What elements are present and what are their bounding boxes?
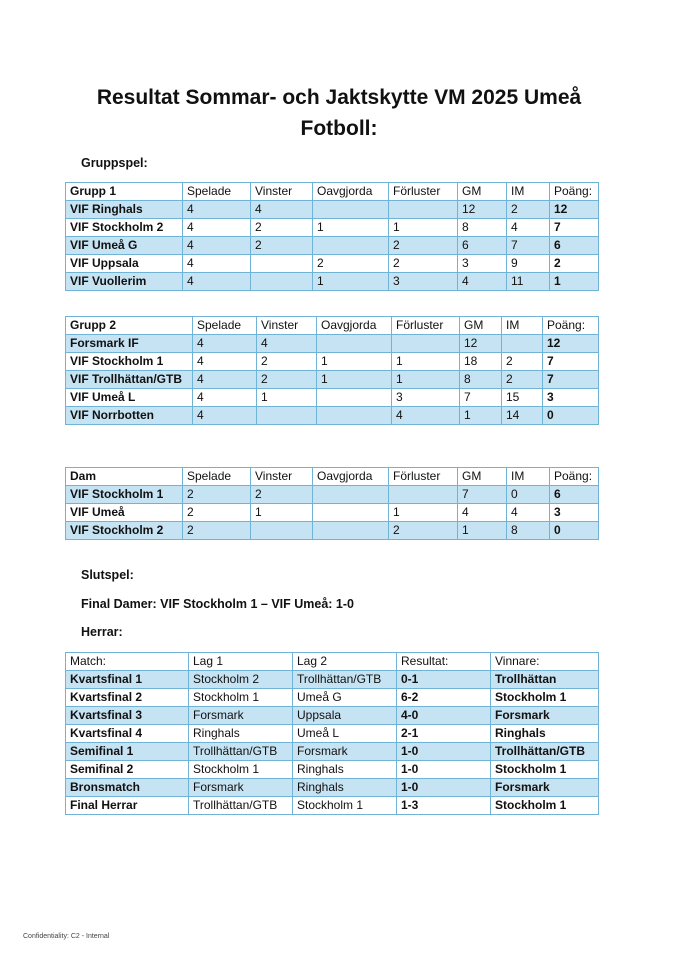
stat-cell: 4	[183, 219, 251, 237]
result-cell: 1-0	[397, 779, 491, 797]
stat-cell: 2	[389, 237, 458, 255]
stat-cell: 4	[193, 353, 257, 371]
table-row	[66, 219, 599, 237]
table-row	[66, 353, 599, 371]
stat-cell: 3	[458, 255, 507, 273]
column-header: Spelade	[183, 183, 251, 201]
stat-cell	[313, 201, 389, 219]
stat-cell: 4	[251, 201, 313, 219]
stat-cell: 14	[502, 407, 543, 425]
team-name-cell: VIF Ringhals	[66, 201, 183, 219]
team2-cell: Forsmark	[293, 743, 397, 761]
table-row	[66, 255, 599, 273]
stat-cell: 1	[460, 407, 502, 425]
stat-cell	[317, 335, 392, 353]
column-header: Oavgjorda	[313, 468, 389, 486]
winner-cell: Trollhättan/GTB	[491, 743, 599, 761]
stat-cell: 4	[183, 201, 251, 219]
stat-cell: 4	[183, 237, 251, 255]
team-name-cell: VIF Stockholm 2	[66, 219, 183, 237]
stat-cell: 2	[502, 353, 543, 371]
slutspel-heading: Slutspel:	[81, 568, 134, 582]
group2-table	[65, 316, 599, 425]
column-header: Poäng:	[550, 183, 599, 201]
match-row	[66, 725, 599, 743]
stat-cell: 2	[389, 255, 458, 273]
table-header-row	[66, 317, 599, 335]
column-header: IM	[502, 317, 543, 335]
stat-cell: 2	[313, 255, 389, 273]
table-row	[66, 486, 599, 504]
table-row	[66, 273, 599, 291]
column-header: Poäng:	[543, 317, 599, 335]
title-line-2: Fotboll:	[300, 117, 378, 140]
column-header: IM	[507, 183, 550, 201]
column-header: Förluster	[389, 183, 458, 201]
stat-cell	[389, 201, 458, 219]
winner-cell: Stockholm 1	[491, 761, 599, 779]
stat-cell	[313, 486, 389, 504]
winner-cell: Trollhättan	[491, 671, 599, 689]
document-title	[0, 82, 678, 144]
match-name-cell: Kvartsfinal 4	[66, 725, 189, 743]
result-cell: 0-1	[397, 671, 491, 689]
stat-cell	[313, 522, 389, 540]
column-header: Förluster	[389, 468, 458, 486]
match-name-cell: Final Herrar	[66, 797, 189, 815]
column-header: Match:	[66, 653, 189, 671]
stat-cell: 7	[507, 237, 550, 255]
stat-cell: 8	[458, 219, 507, 237]
column-header: Oavgjorda	[317, 317, 392, 335]
result-cell: 6-2	[397, 689, 491, 707]
stat-cell: 1	[550, 273, 599, 291]
winner-cell: Stockholm 1	[491, 797, 599, 815]
stat-cell: 4	[193, 335, 257, 353]
stat-cell	[251, 255, 313, 273]
stat-cell	[317, 389, 392, 407]
title-line-1: Resultat Sommar- och Jaktskytte VM 2025 Umeå	[96, 86, 582, 109]
stat-cell: 3	[543, 389, 599, 407]
column-header: IM	[507, 468, 550, 486]
stat-cell: 0	[543, 407, 599, 425]
column-header: Spelade	[183, 468, 251, 486]
stat-cell: 11	[507, 273, 550, 291]
team1-cell: Ringhals	[189, 725, 293, 743]
table-row	[66, 371, 599, 389]
team2-cell: Stockholm 1	[293, 797, 397, 815]
stat-cell: 7	[458, 486, 507, 504]
stat-cell: 3	[389, 273, 458, 291]
stat-cell: 1	[392, 371, 460, 389]
winner-cell: Forsmark	[491, 707, 599, 725]
stat-cell: 2	[550, 255, 599, 273]
stat-cell	[392, 335, 460, 353]
team-name-cell: VIF Stockholm 1	[66, 486, 183, 504]
team2-cell: Uppsala	[293, 707, 397, 725]
match-row	[66, 797, 599, 815]
table-header-row	[66, 653, 599, 671]
match-row	[66, 743, 599, 761]
column-header: GM	[458, 183, 507, 201]
stat-cell: 1	[313, 273, 389, 291]
team2-cell: Umeå G	[293, 689, 397, 707]
team1-cell: Stockholm 2	[189, 671, 293, 689]
stat-cell: 1	[392, 353, 460, 371]
column-header: Grupp 2	[66, 317, 193, 335]
match-name-cell: Semifinal 2	[66, 761, 189, 779]
table-row	[66, 389, 599, 407]
column-header: Vinster	[257, 317, 317, 335]
team2-cell: Ringhals	[293, 761, 397, 779]
column-header: GM	[460, 317, 502, 335]
table-row	[66, 201, 599, 219]
team-name-cell: Forsmark IF	[66, 335, 193, 353]
stat-cell: 2	[502, 371, 543, 389]
herrar-table	[65, 652, 599, 815]
gruppspel-heading: Gruppspel:	[81, 156, 148, 170]
stat-cell: 0	[550, 522, 599, 540]
stat-cell: 8	[460, 371, 502, 389]
match-row	[66, 671, 599, 689]
stat-cell: 2	[257, 371, 317, 389]
final-damer-line: Final Damer: VIF Stockholm 1 – VIF Umeå: 1-0	[81, 597, 354, 611]
stat-cell: 4	[392, 407, 460, 425]
stat-cell: 7	[543, 353, 599, 371]
table-header-row	[66, 468, 599, 486]
stat-cell: 1	[313, 219, 389, 237]
column-header: Dam	[66, 468, 183, 486]
match-name-cell: Bronsmatch	[66, 779, 189, 797]
stat-cell: 12	[550, 201, 599, 219]
team1-cell: Forsmark	[189, 779, 293, 797]
stat-cell: 4	[257, 335, 317, 353]
column-header: Vinster	[251, 468, 313, 486]
stat-cell: 3	[392, 389, 460, 407]
stat-cell: 6	[458, 237, 507, 255]
stat-cell: 4	[183, 273, 251, 291]
stat-cell	[389, 486, 458, 504]
column-header: Grupp 1	[66, 183, 183, 201]
stat-cell: 6	[550, 237, 599, 255]
stat-cell: 4	[193, 407, 257, 425]
stat-cell	[313, 237, 389, 255]
table-row	[66, 522, 599, 540]
team2-cell: Ringhals	[293, 779, 397, 797]
stat-cell: 1	[389, 219, 458, 237]
column-header: Spelade	[193, 317, 257, 335]
stat-cell	[251, 273, 313, 291]
table-row	[66, 335, 599, 353]
stat-cell	[251, 522, 313, 540]
table-header-row	[66, 183, 599, 201]
team-name-cell: VIF Uppsala	[66, 255, 183, 273]
stat-cell: 2	[389, 522, 458, 540]
team-name-cell: VIF Umeå	[66, 504, 183, 522]
winner-cell: Ringhals	[491, 725, 599, 743]
stat-cell: 12	[543, 335, 599, 353]
stat-cell: 9	[507, 255, 550, 273]
stat-cell: 2	[183, 522, 251, 540]
column-header: Vinnare:	[491, 653, 599, 671]
stat-cell: 15	[502, 389, 543, 407]
team-name-cell: VIF Vuollerim	[66, 273, 183, 291]
stat-cell: 2	[183, 486, 251, 504]
stat-cell: 2	[257, 353, 317, 371]
match-name-cell: Kvartsfinal 1	[66, 671, 189, 689]
column-header: Förluster	[392, 317, 460, 335]
match-name-cell: Semifinal 1	[66, 743, 189, 761]
stat-cell: 18	[460, 353, 502, 371]
table-row	[66, 504, 599, 522]
stat-cell	[313, 504, 389, 522]
team-name-cell: VIF Norrbotten	[66, 407, 193, 425]
team-name-cell: VIF Stockholm 1	[66, 353, 193, 371]
stat-cell: 2	[251, 237, 313, 255]
stat-cell: 7	[543, 371, 599, 389]
stat-cell: 2	[251, 219, 313, 237]
stat-cell: 6	[550, 486, 599, 504]
team-name-cell: VIF Umeå L	[66, 389, 193, 407]
team1-cell: Trollhättan/GTB	[189, 743, 293, 761]
winner-cell: Forsmark	[491, 779, 599, 797]
column-header: Lag 1	[189, 653, 293, 671]
team-name-cell: VIF Umeå G	[66, 237, 183, 255]
stat-cell	[257, 407, 317, 425]
column-header: GM	[458, 468, 507, 486]
herrar-heading: Herrar:	[81, 625, 123, 639]
team1-cell: Stockholm 1	[189, 689, 293, 707]
stat-cell: 4	[507, 219, 550, 237]
team2-cell: Trollhättan/GTB	[293, 671, 397, 689]
result-cell: 2-1	[397, 725, 491, 743]
column-header: Poäng:	[550, 468, 599, 486]
stat-cell: 1	[458, 522, 507, 540]
result-cell: 1-0	[397, 743, 491, 761]
stat-cell	[502, 335, 543, 353]
stat-cell: 4	[507, 504, 550, 522]
match-row	[66, 707, 599, 725]
stat-cell: 2	[251, 486, 313, 504]
stat-cell: 2	[183, 504, 251, 522]
result-cell: 4-0	[397, 707, 491, 725]
stat-cell: 3	[550, 504, 599, 522]
stat-cell: 1	[389, 504, 458, 522]
team-name-cell: VIF Trollhättan/GTB	[66, 371, 193, 389]
stat-cell: 1	[317, 353, 392, 371]
stat-cell: 1	[317, 371, 392, 389]
stat-cell: 4	[183, 255, 251, 273]
column-header: Resultat:	[397, 653, 491, 671]
stat-cell: 7	[550, 219, 599, 237]
stat-cell	[317, 407, 392, 425]
match-row	[66, 689, 599, 707]
stat-cell: 7	[460, 389, 502, 407]
result-cell: 1-3	[397, 797, 491, 815]
match-name-cell: Kvartsfinal 3	[66, 707, 189, 725]
stat-cell: 0	[507, 486, 550, 504]
column-header: Lag 2	[293, 653, 397, 671]
stat-cell: 4	[458, 273, 507, 291]
stat-cell: 12	[458, 201, 507, 219]
column-header: Vinster	[251, 183, 313, 201]
stat-cell: 8	[507, 522, 550, 540]
confidentiality-footer: Confidentiality: C2 - Internal	[23, 933, 110, 940]
winner-cell: Stockholm 1	[491, 689, 599, 707]
table-row	[66, 237, 599, 255]
stat-cell: 1	[257, 389, 317, 407]
team1-cell: Stockholm 1	[189, 761, 293, 779]
team1-cell: Forsmark	[189, 707, 293, 725]
result-cell: 1-0	[397, 761, 491, 779]
dam-table	[65, 467, 599, 540]
match-name-cell: Kvartsfinal 2	[66, 689, 189, 707]
stat-cell: 12	[460, 335, 502, 353]
stat-cell: 2	[507, 201, 550, 219]
team-name-cell: VIF Stockholm 2	[66, 522, 183, 540]
column-header: Oavgjorda	[313, 183, 389, 201]
match-row	[66, 761, 599, 779]
team2-cell: Umeå L	[293, 725, 397, 743]
stat-cell: 4	[193, 371, 257, 389]
stat-cell: 4	[193, 389, 257, 407]
stat-cell: 4	[458, 504, 507, 522]
stat-cell: 1	[251, 504, 313, 522]
match-row	[66, 779, 599, 797]
team1-cell: Trollhättan/GTB	[189, 797, 293, 815]
table-row	[66, 407, 599, 425]
group1-table	[65, 182, 599, 291]
